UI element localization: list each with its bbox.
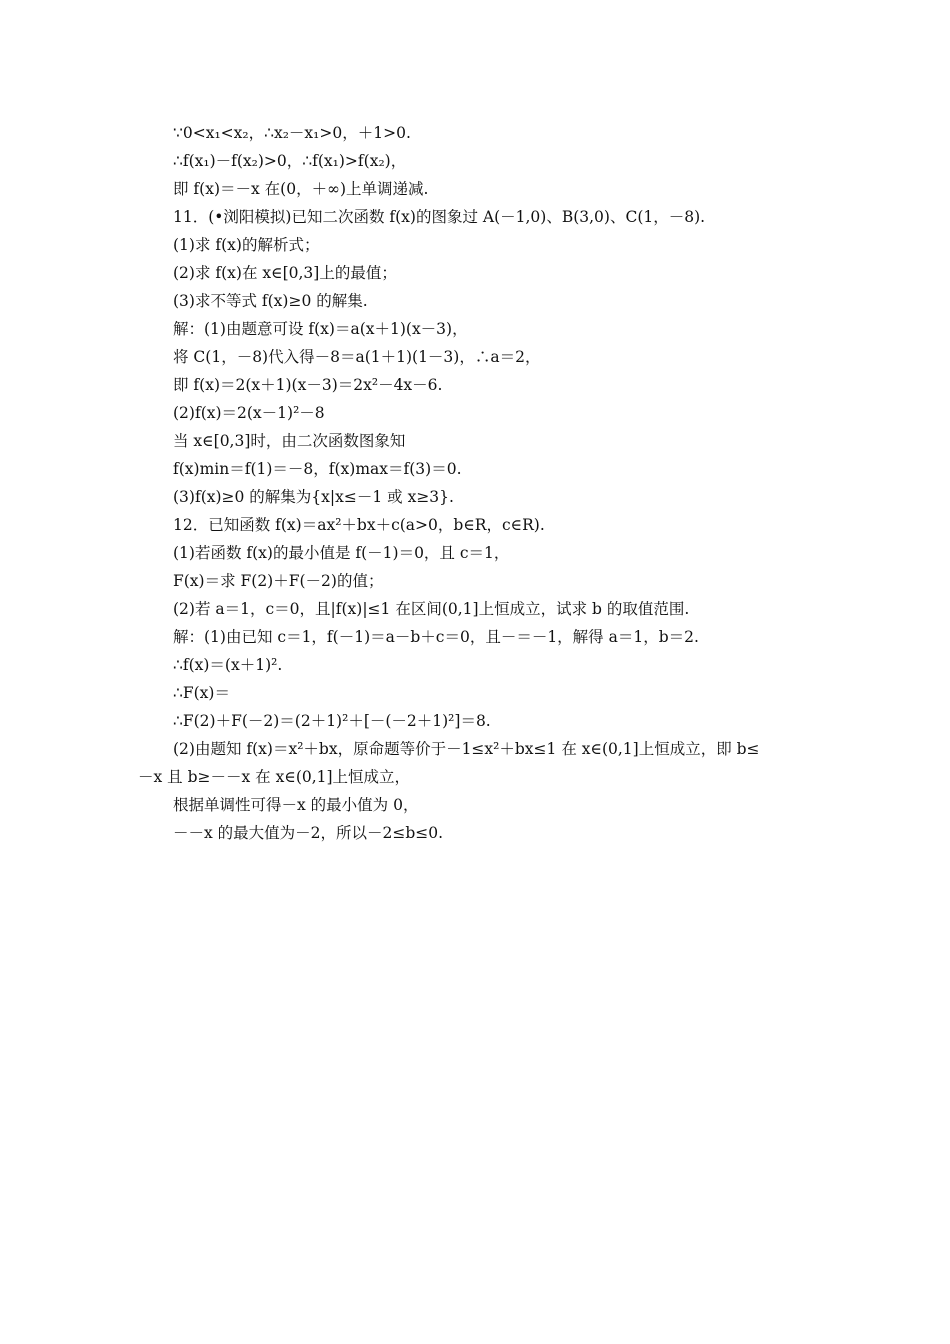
problem-11-part-2: (2)求 f(x)在 x∈[0,3]上的最值； xyxy=(173,264,397,282)
solution-11-line-4: (2)f(x)＝2(x－1)²－8 xyxy=(173,404,325,422)
solution-11-line-7: (3)f(x)≥0 的解集为{x|x≤－1 或 x≥3}. xyxy=(173,488,454,506)
solution-12-line-3: ∴F(x)＝ xyxy=(173,684,230,702)
solution-12-line-5: (2)由题知 f(x)＝x²＋bx，原命题等价于－1≤x²＋bx≤1 在 x∈(0,1]上恒成立，即 b≤ xyxy=(173,740,760,758)
problem-11-part-3: (3)求不等式 f(x)≥0 的解集. xyxy=(173,292,368,310)
solution-12-line-6: －x 且 b≥－－x 在 x∈(0,1]上恒成立， xyxy=(138,768,411,786)
solution-11-line-3: 即 f(x)＝2(x＋1)(x－3)＝2x²－4x－6. xyxy=(173,376,443,394)
solution-12-line-8: －－x 的最大值为－2，所以－2≤b≤0. xyxy=(173,824,444,842)
problem-12-statement: 12．已知函数 f(x)＝ax²＋bx＋c(a>0，b∈R，c∈R). xyxy=(173,516,545,534)
solution-12-line-4: ∴F(2)＋F(－2)＝(2＋1)²＋[－(－2＋1)²]＝8. xyxy=(173,712,491,730)
solution-12-line-1: 解：(1)由已知 c＝1，f(－1)＝a－b＋c＝0，且－＝－1，解得 a＝1，b＝2. xyxy=(173,628,699,646)
solution-11-line-5: 当 x∈[0,3]时，由二次函数图象知 xyxy=(173,432,406,450)
solution-12-line-2: ∴f(x)＝(x＋1)². xyxy=(173,656,283,674)
solution-11-line-6: f(x)min＝f(1)＝－8，f(x)max＝f(3)＝0. xyxy=(173,460,462,478)
problem-12-part-1: (1)若函数 f(x)的最小值是 f(－1)＝0，且 c＝1， xyxy=(173,544,510,562)
solution-11-line-2: 将 C(1，－8)代入得－8＝a(1＋1)(1－3)，∴a＝2， xyxy=(173,348,541,366)
problem-11-statement: 11．(•浏阳模拟)已知二次函数 f(x)的图象过 A(－1,0)、B(3,0)、C(1，－8). xyxy=(173,208,706,226)
text-line-1: ∵0<x₁<x₂，∴x₂－x₁>0，＋1>0. xyxy=(173,124,411,142)
text-line-3: 即 f(x)＝－x 在(0，＋∞)上单调递减. xyxy=(173,180,429,198)
problem-12-part-1-cont: F(x)＝求 F(2)＋F(－2)的值； xyxy=(173,572,384,590)
problem-11-part-1: (1)求 f(x)的解析式； xyxy=(173,236,320,254)
solution-12-line-7: 根据单调性可得－x 的最小值为 0， xyxy=(173,796,419,814)
solution-11-line-1: 解：(1)由题意可设 f(x)＝a(x＋1)(x－3)， xyxy=(173,320,468,338)
text-line-2: ∴f(x₁)－f(x₂)>0，∴f(x₁)>f(x₂)， xyxy=(173,152,407,170)
problem-12-part-2: (2)若 a＝1，c＝0，且|f(x)|≤1 在区间(0,1]上恒成立，试求 b 的取值范围. xyxy=(173,600,690,618)
